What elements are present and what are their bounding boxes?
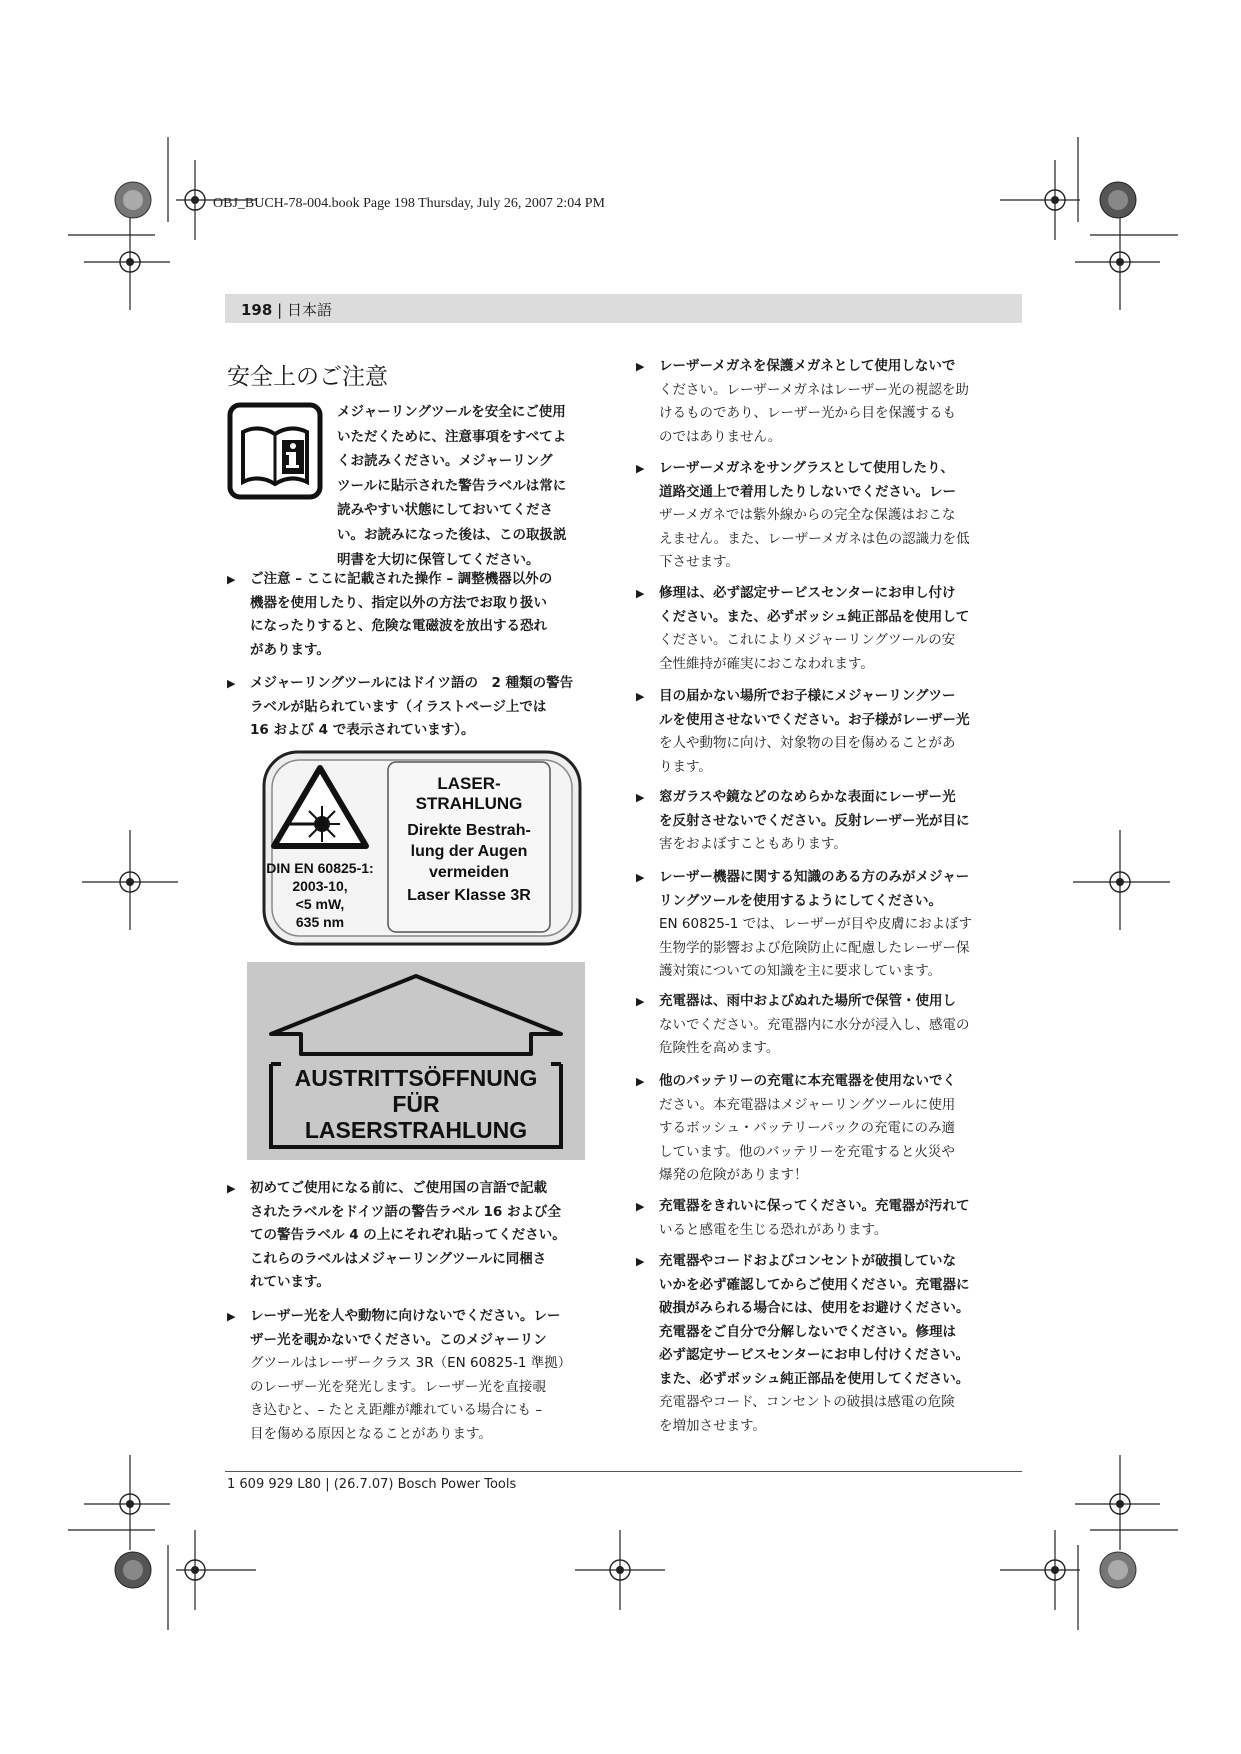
bullet-line: き込むと、– たとえ距離が離れている場合にも –: [250, 1402, 543, 1418]
bullet-line: しています。他のバッテリーを充電すると火災や: [659, 1143, 955, 1160]
laser-box-line: vermeiden: [428, 864, 510, 881]
bullet-line: 道路交通上で着用したりしないでください。レー: [659, 483, 956, 500]
safety-bullet: [227, 568, 553, 662]
safety-bullet: [636, 355, 969, 449]
bullet-line: になったりすると、危険な電磁波を放出する恐れ: [250, 618, 547, 634]
bullet-line: ザー光を覗かないでください。このメジャーリン: [250, 1331, 547, 1348]
bullet-line: を増加させます。: [659, 1417, 766, 1434]
bullet-line: ザーメガネでは紫外線からの完全な保護はおこな: [659, 507, 956, 523]
safety-bullet: [636, 457, 970, 575]
bullet-line: これらのラベルはメジャーリングツールに同梱さ: [250, 1250, 547, 1267]
bullet-line: レーザーメガネを保護メガネとして使用しないで: [659, 358, 956, 374]
bullet-line: ください。これによりメジャーリングツールの安: [659, 632, 956, 648]
intro-line: い。お読みになった後は、この取扱説: [337, 526, 567, 543]
bullet-line: 充電器は、雨中およびぬれた場所で保管・使用し: [659, 993, 956, 1009]
bullet-line: 危険性を高めます。: [659, 1040, 780, 1056]
bullet-line: ださい。本充電器はメジャーリングツールに使用: [659, 1096, 956, 1113]
bullet-line: レーザーメガネをサングラスとして使用したり、: [659, 460, 954, 476]
bullet-arrow-icon: ▶: [227, 677, 236, 690]
laser-spec-line: 635 nm: [295, 914, 345, 930]
bullet-line: のレーザー光を発光します。レーザー光を直接覗: [250, 1378, 546, 1395]
bullet-arrow-icon: ▶: [636, 995, 645, 1008]
bullet-line: ラベルが貼られています（イラストページ上では: [250, 698, 547, 715]
bullet-line: ないでください。充電器内に水分が浸入し、感電の: [659, 1016, 970, 1033]
bullet-line: があります。: [250, 641, 330, 658]
safety-bullet: [227, 672, 574, 743]
bullet-line: れています。: [250, 1274, 330, 1290]
bullet-line: するボッシュ・バッテリーパックの充電にのみ適: [659, 1120, 956, 1136]
laser-box-title: LASER-: [437, 774, 501, 793]
bullet-line: レーザー機器に関する知識のある方のみがメジャー: [659, 869, 970, 885]
exit-aperture-label: [247, 962, 585, 1160]
bullet-line: ルを使用させないでください。お子様がレーザー光: [659, 711, 970, 728]
safety-bullet: [227, 1177, 566, 1295]
bullet-line: 16 および 4 で表示されています）。: [250, 722, 475, 738]
bullet-line: ります。: [659, 758, 712, 775]
bullet-arrow-icon: ▶: [636, 587, 645, 600]
bullet-line: 他のバッテリーの充電に本充電器を使用ないでく: [659, 1073, 956, 1089]
bullet-line: 目を傷める原因となることがあります。: [250, 1425, 492, 1442]
bullet-arrow-icon: ▶: [227, 1310, 236, 1323]
bullet-line: 充電器をきれいに保ってください。充電器が汚れて: [659, 1198, 970, 1214]
bullet-line: EN 60825-1 では、レーザーが目や皮膚におよぼす: [659, 916, 973, 932]
intro-line: メジャーリングツールを安全にご使用: [337, 404, 566, 420]
footer-rule: [225, 1471, 1022, 1472]
bullet-line: グツールはレーザークラス 3R（EN 60825-1 準拠）: [250, 1355, 572, 1371]
safety-bullet: [636, 786, 970, 857]
bullet-line: を反射させないでください。反射レーザー光が目に: [659, 812, 970, 829]
bullet-arrow-icon: ▶: [636, 462, 645, 475]
page-header-separator: |: [277, 301, 283, 319]
bullet-arrow-icon: ▶: [636, 871, 645, 884]
page-header-bar: [225, 294, 1022, 323]
bullet-line: レーザー光を人や動物に向けないでください。レー: [250, 1308, 561, 1324]
bullet-line: いると感電を生じる恐れがあります。: [659, 1221, 888, 1238]
bullet-line: されたラベルをドイツ語の警告ラベル 16 および全: [250, 1203, 562, 1220]
intro-line: ツールに貼示された警告ラベルは常に: [337, 477, 567, 494]
bullet-line: 必ず認定サービスセンターにお申し付けください。: [659, 1347, 969, 1363]
bullet-line: えません。また、レーザーメガネは色の認識力を低: [659, 530, 970, 547]
read-manual-icon: [227, 402, 323, 500]
laser-box-title: STRAHLUNG: [415, 794, 523, 813]
bullet-arrow-icon: ▶: [227, 573, 236, 586]
laser-box-line: Laser Klasse 3R: [407, 887, 531, 904]
safety-bullet: [636, 582, 970, 676]
bullet-line: けるものであり、レーザー光から目を保護するも: [659, 405, 956, 421]
bullet-line: を人や動物に向け、対象物の目を傷めることがあ: [659, 735, 956, 751]
bullet-line: また、必ずボッシュ純正部品を使用してください。: [659, 1370, 970, 1387]
bullet-line: ての警告ラベル 4 の上にそれぞれ貼ってください。: [250, 1227, 566, 1243]
intro-line: いただくために、注意事項をすべてよ: [337, 428, 567, 445]
bullet-arrow-icon: ▶: [636, 1255, 645, 1268]
laser-warning-label: [262, 750, 582, 946]
page-header-language: 日本語: [286, 301, 332, 319]
bullet-arrow-icon: ▶: [636, 791, 645, 804]
bullet-line: のではありません。: [659, 428, 782, 445]
safety-bullet: [636, 990, 970, 1061]
bullet-line: 窓ガラスや鏡などのなめらかな表面にレーザー光: [659, 789, 956, 805]
safety-bullet: [636, 1070, 956, 1188]
exit-label-line: LASERSTRAHLUNG: [304, 1117, 528, 1143]
printer-header: OBJ_BUCH-78-004.book Page 198 Thursday, July 26, 2007 2:04 PM: [213, 196, 606, 211]
bullet-line: 目の届かない場所でお子様にメジャーリングツー: [659, 688, 956, 704]
bullet-arrow-icon: ▶: [636, 1075, 645, 1088]
safety-bullet: [636, 1195, 970, 1242]
intro-paragraph: [337, 400, 627, 572]
bullet-line: いかを必ず確認してからご使用ください。充電器に: [659, 1276, 970, 1293]
safety-bullet: [636, 1250, 970, 1438]
intro-line: 読みやすい状態にしておいてくださ: [337, 502, 553, 519]
page-footer: 1 609 929 L80 | (26.7.07) Bosch Power Tools: [227, 1477, 517, 1492]
exit-label-line: AUSTRITTSÖFFNUNG: [294, 1065, 538, 1091]
intro-line: くお読みください。メジャーリング: [337, 453, 553, 470]
bullet-line: 破損がみられる場合には、使用をお避けください。: [659, 1300, 970, 1316]
bullet-line: ご注意 – ここに記載された操作 – 調整機器以外の: [250, 571, 553, 587]
bullet-line: 爆発の危険があります！: [659, 1167, 808, 1183]
bullet-line: 護対策についての知識を主に要求しています。: [659, 963, 942, 979]
bullet-line: リングツールを使用するようにしてください。: [659, 892, 942, 909]
bullet-line: 充電器やコードおよびコンセントが破損していな: [659, 1253, 956, 1269]
safety-bullet: [636, 685, 970, 779]
laser-box-line: lung der Augen: [410, 843, 528, 860]
laser-spec-line: 2003-10,: [292, 878, 348, 894]
section-title: 安全上のご注意: [227, 364, 388, 390]
bullet-line: 害をおよぼすこともあります。: [659, 836, 847, 852]
intro-line: 明書を大切に保管してください。: [337, 551, 540, 568]
bullet-line: ください。レーザーメガネはレーザー光の視認を助: [659, 381, 969, 398]
laser-box-line: Direkte Bestrah-: [407, 822, 531, 839]
bullet-line: 全性維持が確実におこなわれます。: [659, 655, 874, 672]
bullet-line: メジャーリングツールにはドイツ語の 2 種類の警告: [250, 675, 574, 691]
bullet-arrow-icon: ▶: [227, 1182, 236, 1195]
laser-spec-line: DIN EN 60825-1:: [266, 860, 374, 876]
bullet-line: 機器を使用したり、指定以外の方法でお取り扱い: [250, 594, 547, 611]
page-number: 198: [241, 301, 273, 319]
laser-spec-line: <5 mW,: [295, 896, 345, 912]
safety-bullet: [636, 866, 973, 984]
bullet-arrow-icon: ▶: [636, 360, 645, 373]
bullet-line: 充電器やコード、コンセントの破損は感電の危険: [659, 1394, 955, 1410]
page-header-text: [241, 299, 332, 320]
bullet-line: 修理は、必ず認定サービスセンターにお申し付け: [659, 585, 956, 601]
bullet-line: 充電器をご自分で分解しないでください。修理は: [659, 1323, 956, 1340]
bullet-line: 生物学的影響および危険防止に配慮したレーザー保: [659, 939, 970, 956]
exit-label-line: FÜR: [392, 1091, 440, 1117]
bullet-line: 初めてご使用になる前に、ご使用国の言語で記載: [250, 1180, 547, 1196]
bullet-line: 下させます。: [659, 554, 739, 570]
bullet-arrow-icon: ▶: [636, 690, 645, 703]
bullet-line: ください。また、必ずボッシュ純正部品を使用して: [659, 608, 970, 625]
safety-bullet: [227, 1305, 572, 1446]
bullet-arrow-icon: ▶: [636, 1200, 645, 1213]
